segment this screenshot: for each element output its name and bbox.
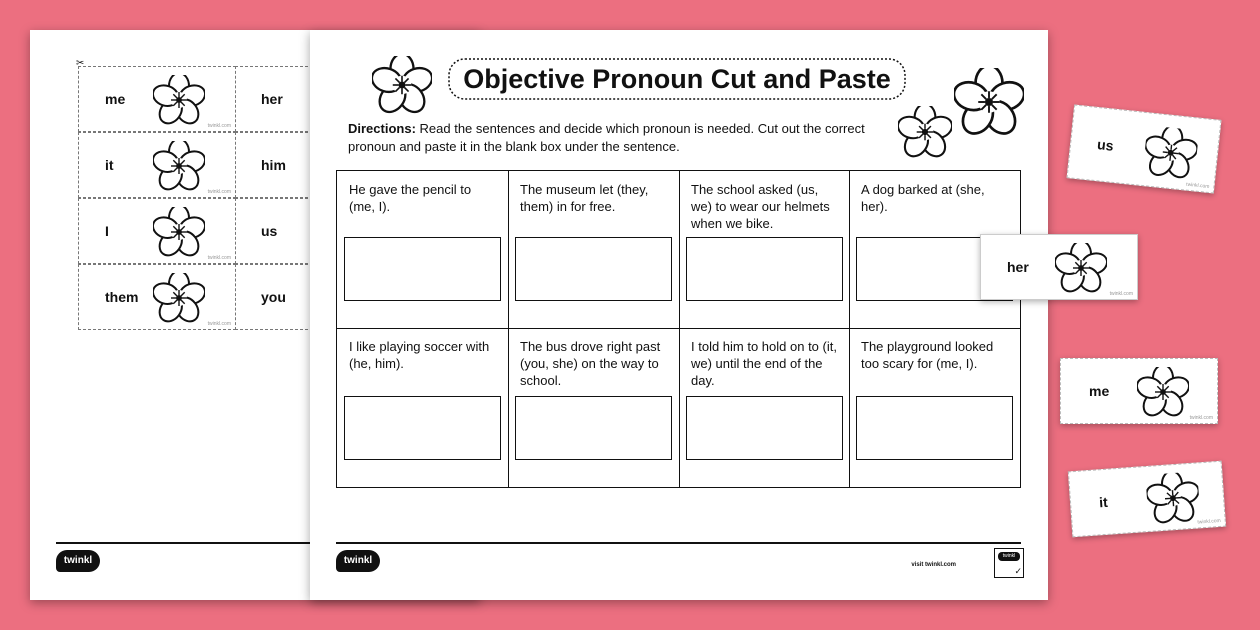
loose-card[interactable] [1060, 358, 1218, 424]
flower-icon [153, 273, 205, 323]
sentence-text: He gave the pencil to (me, I). [349, 182, 472, 214]
flower-icon [1145, 471, 1200, 525]
loose-card[interactable] [980, 234, 1138, 300]
flower-icon [372, 56, 432, 114]
watermark: twinkl.com [207, 123, 231, 129]
flower-icon [1055, 243, 1107, 293]
sentence-cell [679, 171, 849, 328]
loose-card[interactable] [1067, 104, 1222, 193]
sentence-cell [508, 328, 679, 488]
badge-logo: twinkl [998, 552, 1020, 561]
sentence-text: The playground looked too scary for (me, I). [861, 339, 994, 371]
watermark: twinkl.com [207, 189, 231, 195]
sentence-cell [849, 328, 1020, 488]
cut-word: you [261, 289, 286, 305]
paste-box[interactable] [344, 396, 501, 460]
cut-word: it [105, 157, 114, 173]
sentence-text: I told him to hold on to (it, we) until the end of the day. [691, 339, 837, 388]
paste-box[interactable] [856, 396, 1013, 460]
card-word: her [1007, 259, 1029, 275]
flower-icon [153, 75, 205, 125]
sentence-cell [337, 328, 508, 488]
watermark: twinkl.com [1189, 415, 1213, 421]
paste-box[interactable] [515, 396, 672, 460]
paste-box[interactable] [515, 237, 672, 301]
card-word: it [1098, 493, 1109, 511]
worksheet [310, 30, 1048, 600]
sentence-text: The museum let (they, them) in for free. [520, 182, 649, 214]
visit-link[interactable]: visit twinkl.com [911, 562, 956, 568]
sentence-text: I like playing soccer with (he, him). [349, 339, 490, 371]
flower-icon [898, 106, 952, 158]
page-title: Objective Pronoun Cut and Paste [463, 64, 891, 94]
twinkl-logo: twinkl [56, 550, 100, 572]
quality-badge [994, 548, 1024, 578]
flower-icon [153, 207, 205, 257]
title-banner [446, 56, 908, 102]
directions-text: Read the sentences and decide which pronoun is needed. Cut out the correct pronoun and paste it in the blank box under the sentence. [348, 121, 865, 154]
footer-divider [336, 542, 1021, 544]
cut-word: her [261, 91, 283, 107]
cut-word: me [105, 91, 126, 107]
flower-icon [954, 68, 1024, 136]
card-word: us [1096, 136, 1115, 154]
cut-word: I [105, 223, 109, 239]
cut-card[interactable] [78, 264, 236, 330]
directions [348, 120, 868, 156]
flower-icon [1137, 367, 1189, 417]
sentence-text: A dog barked at (she, her). [861, 182, 985, 214]
directions-label: Directions: [348, 121, 416, 136]
checkmark-icon: ✓ [1014, 566, 1022, 576]
sentence-text: The school asked (us, we) to wear our helmets when we bike. [691, 182, 830, 231]
flower-icon [1142, 125, 1199, 180]
flower-icon [153, 141, 205, 191]
twinkl-logo: twinkl [336, 550, 380, 572]
sentence-cell [679, 328, 849, 488]
cut-word: us [261, 223, 278, 239]
paste-box[interactable] [686, 396, 843, 460]
watermark: twinkl.com [1109, 291, 1133, 297]
watermark: twinkl.com [1197, 517, 1221, 526]
paste-box[interactable] [686, 237, 843, 301]
watermark: twinkl.com [207, 255, 231, 261]
sentence-cell [508, 171, 679, 328]
card-word: me [1089, 383, 1110, 399]
cut-word: him [261, 157, 286, 173]
cut-card[interactable] [78, 66, 236, 132]
scissors-icon: ✂ [76, 58, 85, 69]
cut-word: them [105, 289, 139, 305]
watermark: twinkl.com [1185, 181, 1210, 191]
sentence-table [336, 170, 1021, 488]
loose-card[interactable] [1068, 461, 1226, 538]
watermark: twinkl.com [207, 321, 231, 327]
cut-card[interactable] [78, 198, 236, 264]
sentence-cell [337, 171, 508, 328]
paste-box[interactable] [344, 237, 501, 301]
sentence-text: The bus drove right past (you, she) on the way to school. [520, 339, 661, 388]
cut-card[interactable] [78, 132, 236, 198]
